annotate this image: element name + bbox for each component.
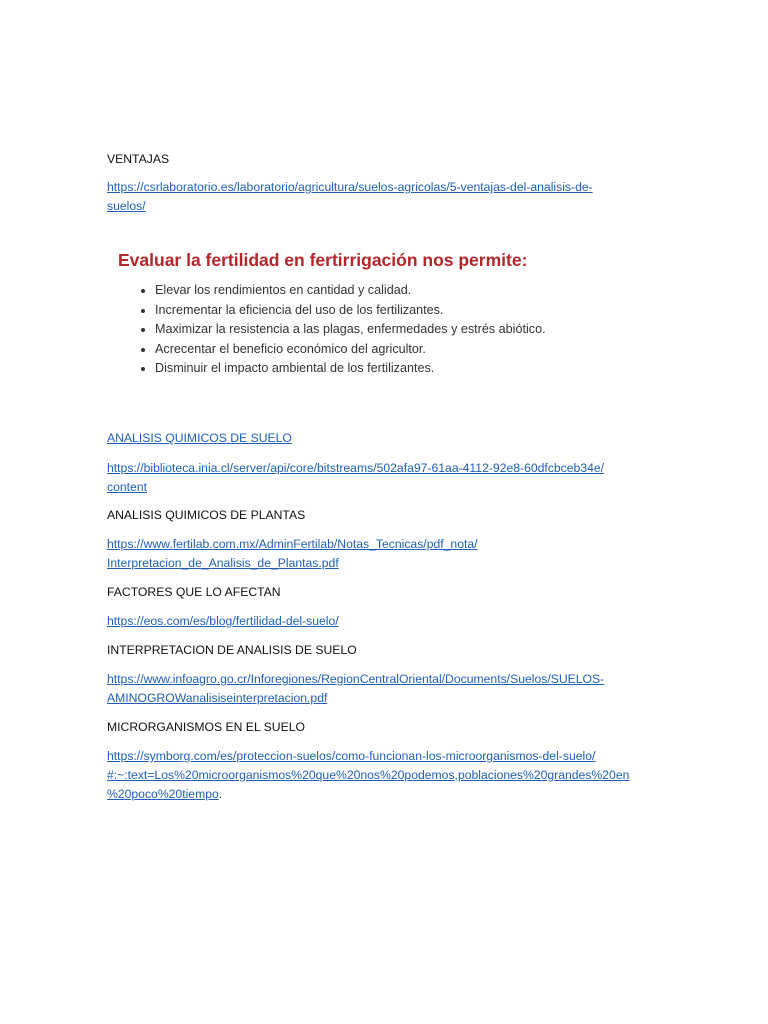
link-micro-line3-wrapper (107, 786, 222, 802)
image-bullet: • Incrementar la eficiencia del uso de los fertilizantes. (155, 301, 546, 321)
heading-plantas: ANALISIS QUIMICOS DE PLANTAS (107, 508, 306, 522)
heading-interpretacion: INTERPRETACION DE ANALISIS DE SUELO (107, 643, 357, 657)
link-suelo-line1[interactable]: https://biblioteca.inia.cl/server/api/core/bitstreams/502afa97-61aa-4112-92e8-60dfcbceb34e/ (107, 461, 605, 475)
link-suelo-line2[interactable]: content (107, 480, 147, 494)
heading-ventajas: VENTAJAS (107, 152, 170, 166)
link-ventajas-line1[interactable]: https://csrlaboratorio.es/laboratorio/agricultura/suelos-agricolas/5-ventajas-del-analisis-de- (107, 180, 593, 194)
link-factores[interactable]: https://eos.com/es/blog/fertilidad-del-suelo/ (107, 614, 339, 628)
link-micro-line2[interactable]: #:~:text=Los%20microorganismos%20que%20nos%20podemos,poblaciones%20grandes%20en (107, 768, 630, 782)
heading-microorganismos: MICRORGANISMOS EN EL SUELO (107, 720, 305, 734)
link-plantas-line1[interactable]: https://www.fertilab.com.mx/AdminFertilab/Notas_Tecnicas/pdf_nota/ (107, 537, 478, 551)
image-bullet-list (138, 281, 546, 379)
trailing-period: . (218, 787, 223, 801)
link-interpretacion-line1[interactable]: https://www.infoagro.go.cr/Inforegiones/RegionCentralOriental/Documents/Suelos/SUELOS- (107, 672, 605, 686)
link-interpretacion-line2[interactable]: AMINOGROWanalisiseinterpretacion.pdf (107, 691, 328, 705)
image-bullet: • Elevar los rendimientos en cantidad y calidad. (155, 281, 546, 301)
link-micro-line3[interactable]: %20poco%20tiempo (107, 787, 219, 801)
heading-link-analisis-suelo[interactable]: ANALISIS QUIMICOS DE SUELO (107, 431, 292, 445)
fertility-image (108, 240, 628, 388)
image-bullet: • Acrecentar el beneficio económico del agricultor. (155, 340, 546, 360)
link-plantas-line2[interactable]: Interpretacion_de_Analisis_de_Plantas.pdf (107, 556, 339, 570)
image-title: Evaluar la fertilidad en fertirrigación nos permite: (118, 250, 528, 270)
image-bullet: • Maximizar la resistencia a las plagas, enfermedades y estrés abiótico. (155, 320, 546, 340)
link-micro-line1[interactable]: https://symborg.com/es/proteccion-suelos/como-funcionan-los-microorganismos-del-suelo/ (107, 749, 596, 763)
link-ventajas-line2[interactable]: suelos/ (107, 199, 146, 213)
image-bullet: • Disminuir el impacto ambiental de los fertilizantes. (155, 359, 546, 379)
heading-factores: FACTORES QUE LO AFECTAN (107, 585, 281, 599)
